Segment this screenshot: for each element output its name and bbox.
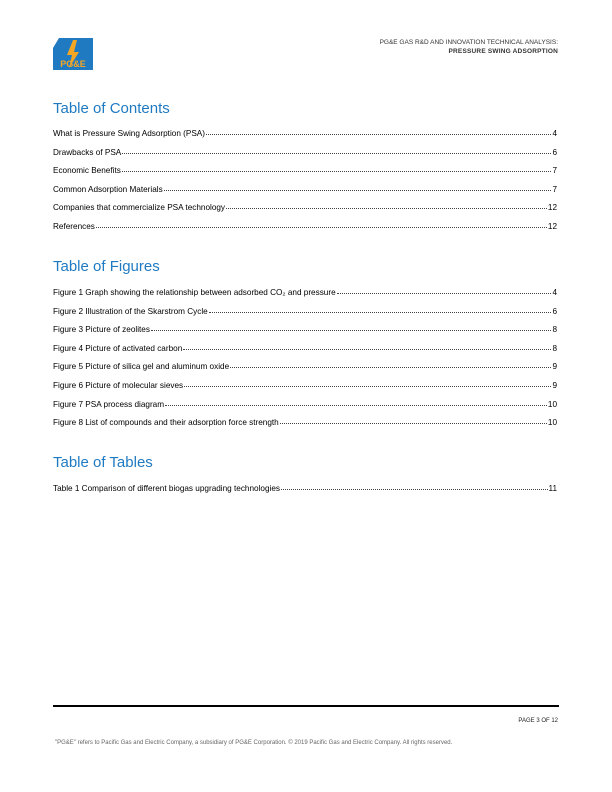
dot-leader <box>122 146 551 154</box>
table-entry-page: 11 <box>548 484 557 493</box>
running-header <box>380 38 558 56</box>
tables-list <box>53 480 557 499</box>
toc-entry-text: Drawbacks of PSA <box>53 147 122 157</box>
figure-entry[interactable] <box>53 377 557 396</box>
figure-entry[interactable] <box>53 340 557 359</box>
dot-leader <box>184 379 551 387</box>
toc-entry-page: 7 <box>552 184 557 194</box>
figure-entry-text: Figure 3 Picture of zeolites <box>53 325 150 335</box>
dot-leader <box>337 286 552 294</box>
dot-leader <box>226 201 547 209</box>
toc-entry-text: References <box>53 221 95 231</box>
footer-disclaimer: "PG&E" refers to Pacific Gas and Electric Company, a subsidiary of PG&E Corporation. © 2019 Pacific Gas and Electric Company. All rights reserved. <box>55 740 453 746</box>
dot-leader <box>209 305 552 313</box>
figures-title: Table of Figures <box>53 258 160 275</box>
dot-leader <box>164 183 552 191</box>
dot-leader <box>281 482 548 490</box>
figure-entry[interactable] <box>53 284 557 303</box>
figure-entry-page: 4 <box>552 288 557 297</box>
page-number: PAGE 3 OF 12 <box>518 718 558 724</box>
figure-entry-text: Figure 4 Picture of activated carbon <box>53 343 183 353</box>
header-line-1: PG&E GAS R&D AND INNOVATION TECHNICAL ANALYSIS: <box>379 39 558 46</box>
toc-entry-text: Companies that commercialize PSA technology <box>53 203 226 213</box>
figures-list <box>53 284 557 433</box>
dot-leader <box>122 164 552 172</box>
toc-entry[interactable] <box>53 218 557 237</box>
toc-entry[interactable] <box>53 162 557 181</box>
figure-entry[interactable] <box>53 396 557 415</box>
toc-entry-text: What is Pressure Swing Adsorption (PSA) <box>53 129 205 138</box>
dot-leader <box>230 360 551 368</box>
figure-entry-page: 9 <box>552 362 557 372</box>
toc-entry[interactable] <box>53 125 557 144</box>
figure-entry-page: 8 <box>552 325 557 335</box>
toc-entry-page: 6 <box>552 147 557 157</box>
figure-entry-page: 6 <box>552 306 557 316</box>
toc-title: Table of Contents <box>53 100 170 117</box>
toc-entry-page: 7 <box>552 166 557 176</box>
dot-leader <box>206 127 551 135</box>
toc-entry-page: 4 <box>552 129 557 138</box>
figure-entry-text: Figure 7 PSA process diagram <box>53 399 165 409</box>
toc-entry-page: 12 <box>547 203 557 213</box>
toc-entry-page: 12 <box>547 221 557 231</box>
figure-entry[interactable] <box>53 414 557 433</box>
footer-rule <box>53 705 559 707</box>
dot-leader <box>183 342 551 350</box>
toc-entry[interactable] <box>53 199 557 218</box>
figure-entry[interactable] <box>53 303 557 322</box>
header-line-2: PRESSURE SWING ADSORPTION <box>448 48 558 55</box>
table-entry-text: Table 1 Comparison of different biogas upgrading technologies <box>53 484 280 493</box>
figure-entry-text: Figure 8 List of compounds and their adsorption force strength <box>53 418 279 428</box>
figure-entry[interactable] <box>53 358 557 377</box>
pge-logo <box>53 38 93 70</box>
figure-entry[interactable] <box>53 321 557 340</box>
figure-entry-text: Figure 1 Graph showing the relationship between adsorbed CO₂ and pressure <box>53 288 336 297</box>
toc-entry[interactable] <box>53 181 557 200</box>
dot-leader <box>280 416 547 424</box>
toc-entry[interactable] <box>53 144 557 163</box>
figure-entry-page: 9 <box>552 380 557 390</box>
tables-title: Table of Tables <box>53 454 153 471</box>
figure-entry-page: 10 <box>547 418 557 428</box>
figure-entry-page: 8 <box>552 343 557 353</box>
figure-entry-page: 10 <box>547 399 557 409</box>
table-entry[interactable] <box>53 480 557 499</box>
toc-list <box>53 125 557 237</box>
figure-entry-text: Figure 6 Picture of molecular sieves <box>53 380 184 390</box>
dot-leader <box>151 323 552 331</box>
logo-text: PG&E <box>60 59 86 69</box>
toc-entry-text: Common Adsorption Materials <box>53 184 163 194</box>
dot-leader <box>96 220 547 228</box>
dot-leader <box>165 398 547 406</box>
figure-entry-text: Figure 5 Picture of silica gel and aluminum oxide <box>53 362 230 372</box>
toc-entry-text: Economic Benefits <box>53 166 121 176</box>
figure-entry-text: Figure 2 Illustration of the Skarstrom Cycle <box>53 306 208 316</box>
